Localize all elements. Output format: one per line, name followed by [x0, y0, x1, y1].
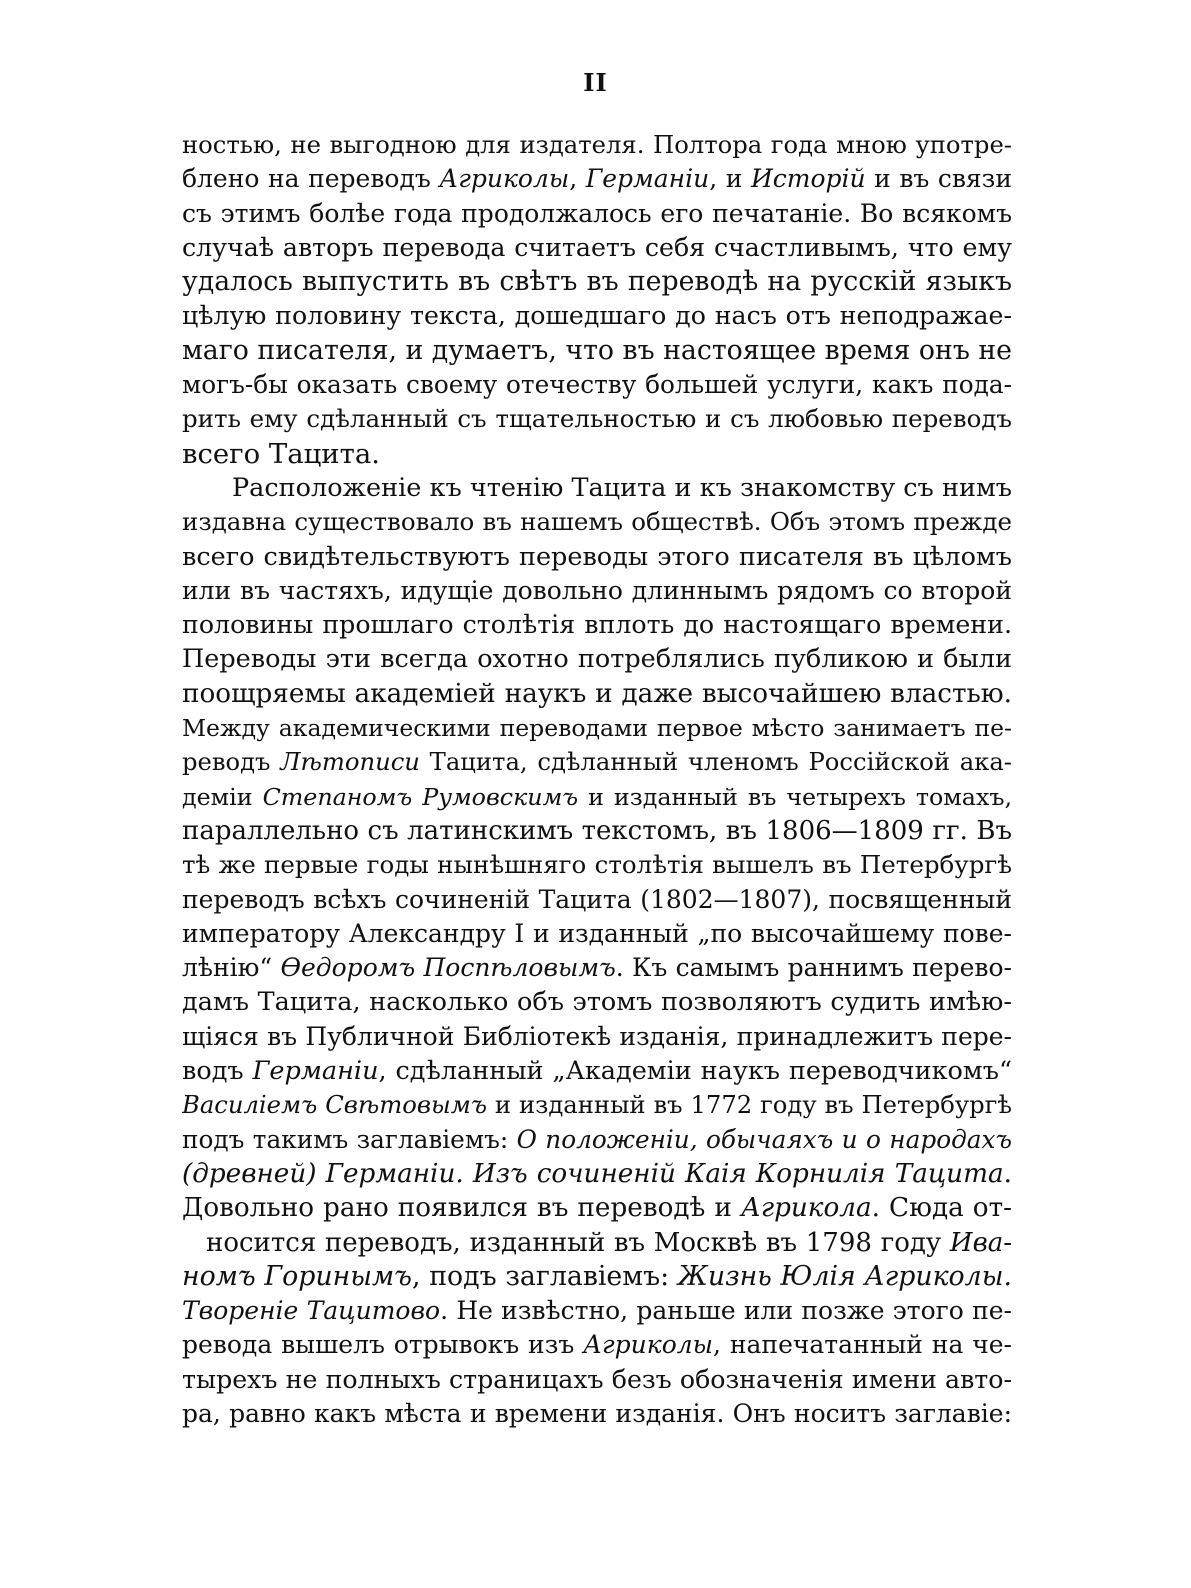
text-segment: лѣнію“: [182, 953, 281, 983]
italic-text-segment: Исторій: [750, 164, 866, 194]
text-segment: маго писателя, и думаетъ, что въ настоящее время онъ не: [182, 334, 1012, 366]
text-segment: , и: [709, 164, 751, 194]
text-line: [182, 711, 1012, 745]
italic-text-segment: Твореніе Тацитово: [182, 1296, 441, 1326]
italic-text-segment: Германіи: [585, 164, 710, 194]
text-segment: .: [1003, 1158, 1012, 1189]
text-segment: Переводы эти всегда охотно потреблялись публикою и были: [182, 644, 1012, 675]
text-segment: могъ-бы оказать своему отечеству большей услуги, какъ пода-: [182, 370, 1012, 400]
text-segment: или въ частяхъ, идущіе довольно длиннымъ рядомъ со второй: [182, 575, 1012, 605]
text-line: [182, 642, 1012, 676]
text-line: [182, 1260, 1012, 1294]
italic-text-segment: Степаномъ Румовскимъ: [262, 782, 579, 811]
italic-text-segment: Германіи: [252, 1056, 379, 1087]
text-line: [182, 848, 1012, 882]
text-segment: и изданный въ 1772 году въ Петербургѣ: [487, 1090, 1012, 1120]
text-line: [182, 608, 1012, 642]
text-segment: ностью, не выгодною для издателя. Полтора года мною употре-: [182, 130, 1012, 159]
italic-text-segment: Ѳедоромъ Поспѣловымъ: [280, 953, 616, 983]
text-line: [182, 1226, 1012, 1260]
text-segment: всего Тацита.: [182, 437, 380, 470]
text-segment: половины прошлаго столѣтія вплоть до настоящаго времени.: [182, 610, 1012, 640]
italic-text-segment: Агрикола: [740, 1193, 872, 1224]
text-segment: Между академическими переводами первое мѣсто занимаетъ пе-: [182, 714, 1012, 743]
italic-text-segment: Лѣтописи: [280, 747, 420, 777]
text-segment: удалось выпустить въ свѣтъ въ переводѣ на русскій языкъ: [182, 266, 1012, 298]
text-segment: и въ связи: [865, 164, 1012, 194]
text-segment: переводъ всѣхъ сочиненій Тацита (1802—1807), посвященный: [182, 884, 1012, 914]
text-line: [182, 471, 1012, 505]
text-segment: ра, равно какъ мѣста и времени изданія. Онъ носитъ заглавіе:: [182, 1398, 1012, 1428]
text-line: [182, 540, 1012, 574]
text-segment: , сдѣланный „Академіи наукъ переводчикомъ“: [378, 1056, 1012, 1087]
text-segment: деміи: [182, 782, 263, 811]
italic-text-segment: Агриколы: [439, 164, 570, 194]
text-line: [182, 299, 1012, 333]
text-line: [182, 265, 1012, 299]
text-segment: цѣлую половину текста, дошедшаго до насъ отъ неподражае-: [182, 301, 1012, 331]
text-line: [182, 1123, 1012, 1157]
italic-text-segment: номъ Горинымъ: [182, 1260, 413, 1292]
text-segment: издавна существовало въ нашемъ обществѣ. Объ этомъ прежде: [182, 507, 1012, 537]
text-segment: параллельно съ латинскимъ текстомъ, въ 1806—1809 гг. Въ: [182, 815, 1012, 846]
text-line: [182, 574, 1012, 608]
text-segment: . Къ самымъ раннимъ перево-: [615, 953, 1012, 983]
italic-text-segment: Жизнь Юлія Агриколы.: [677, 1260, 1012, 1292]
text-line: [182, 1088, 1012, 1122]
text-line: [182, 951, 1012, 985]
text-segment: Расположеніе къ чтенію Тацита и къ знакомству съ нимъ: [232, 472, 1012, 503]
text-line: [182, 128, 1012, 162]
text-line: [182, 1328, 1012, 1362]
text-segment: Тацита, сдѣланный членомъ Россійской ака-: [419, 747, 1012, 777]
text-line: [182, 197, 1012, 231]
text-segment: случаѣ авторъ перевода считаетъ себя счастливымъ, что ему: [182, 232, 1012, 262]
text-line: [182, 162, 1012, 196]
italic-text-segment: (древней) Германіи. Изъ сочиненій Каія Корнилія Тацита: [182, 1158, 1004, 1189]
text-segment: съ этимъ болѣе года продолжалось его печатаніе. Во всякомъ: [182, 198, 1012, 228]
text-line: [182, 334, 1012, 368]
text-segment: дамъ Тацита, насколько объ этомъ позволяютъ судить имѣю-: [182, 987, 1012, 1018]
text-line: [182, 1020, 1012, 1054]
text-segment: Довольно рано появился въ переводѣ и: [182, 1193, 741, 1224]
text-segment: . Сюда от-: [871, 1193, 1012, 1224]
text-line: [182, 1397, 1012, 1431]
text-segment: всего свидѣтельствуютъ переводы этого писателя въ цѣломъ: [182, 541, 1012, 572]
text-line: [182, 917, 1012, 951]
italic-text-segment: Василіемъ Свѣтовымъ: [182, 1090, 487, 1120]
text-segment: водъ: [182, 1056, 253, 1087]
text-segment: подъ такимъ заглавіемъ:: [182, 1124, 517, 1154]
text-segment: рить ему сдѣланный съ тщательностью и съ любовью переводъ: [182, 404, 1012, 434]
text-segment: . Не извѣстно, раньше или позже этого пе-: [440, 1296, 1012, 1326]
body-text: [182, 128, 1012, 1431]
text-segment: ревода вышелъ отрывокъ изъ: [182, 1330, 584, 1360]
text-line: [182, 985, 1012, 1019]
text-line: [182, 883, 1012, 917]
italic-text-segment: О положеніи, обычаяхъ и о народахъ: [516, 1124, 1012, 1154]
text-segment: носится переводъ, изданный въ Москвѣ въ 1798 году: [206, 1227, 950, 1258]
text-segment: тырехъ не полныхъ страницахъ безъ обозначенія имени авто-: [182, 1364, 1012, 1394]
italic-text-segment: Ива-: [949, 1227, 1012, 1258]
text-line: [182, 402, 1012, 436]
text-segment: поощряемы академіей наукъ и даже высочайшею властью.: [182, 678, 1012, 709]
text-segment: , подъ заглавіемъ:: [412, 1260, 678, 1292]
text-line: [182, 677, 1012, 711]
text-line: [182, 437, 1012, 471]
text-segment: и изданный въ четырехъ томахъ,: [578, 782, 1012, 811]
text-line: [182, 780, 1012, 814]
text-segment: тѣ же первые годы нынѣшняго столѣтія вышелъ въ Петербургѣ: [182, 850, 1012, 880]
text-line: [182, 1191, 1012, 1225]
text-line: [182, 231, 1012, 265]
text-segment: , напечатанный на че-: [713, 1330, 1012, 1360]
text-line: [182, 1157, 1012, 1191]
text-line: [182, 505, 1012, 539]
text-segment: ,: [569, 164, 586, 194]
page-number: II: [583, 68, 608, 97]
text-line: [182, 1054, 1012, 1088]
text-line: [182, 1294, 1012, 1328]
text-segment: блено на переводъ: [182, 164, 440, 194]
text-line: [182, 814, 1012, 848]
text-segment: императору Александру I и изданный „по высочайшему пове-: [182, 918, 1012, 948]
italic-text-segment: Агриколы: [583, 1330, 714, 1360]
text-line: [182, 745, 1012, 779]
text-segment: реводъ: [182, 747, 281, 777]
text-segment: щіяся въ Публичной Библіотекѣ изданія, принадлежитъ пере-: [182, 1021, 1012, 1051]
text-line: [182, 368, 1012, 402]
text-line: [182, 1363, 1012, 1397]
